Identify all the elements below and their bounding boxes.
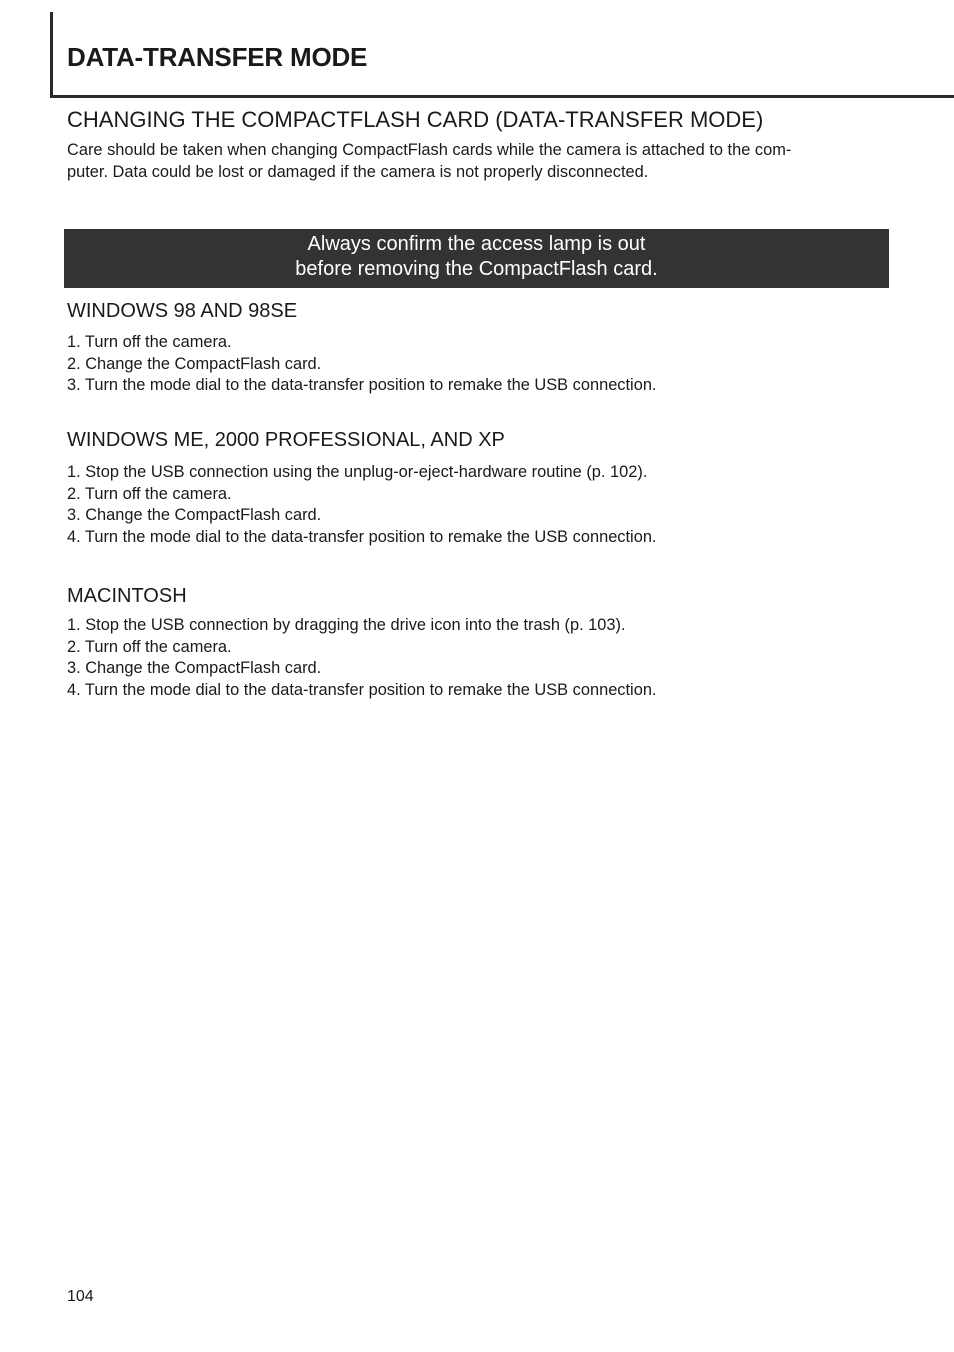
section-title: CHANGING THE COMPACTFLASH CARD (DATA-TRANSFER MODE) xyxy=(67,107,764,132)
macintosh-heading: MACINTOSH xyxy=(67,585,187,607)
notice-banner xyxy=(64,229,889,288)
list-item: 2. Turn off the camera. xyxy=(67,484,232,503)
intro-line: Care should be taken when changing CompactFlash cards while the camera is attached to the com- xyxy=(67,141,792,159)
page-title: DATA-TRANSFER MODE xyxy=(67,42,368,72)
list-item: 2. Change the CompactFlash card. xyxy=(67,354,322,373)
list-item: 3. Turn the mode dial to the data-transfer position to remake the USB connection. xyxy=(67,376,657,395)
list-item: 1. Turn off the camera. xyxy=(67,333,232,351)
notice-line: before removing the CompactFlash card. xyxy=(295,258,658,280)
list-item: 2. Turn off the camera. xyxy=(67,637,232,656)
header-rule-vertical xyxy=(50,12,53,98)
page-number: 104 xyxy=(67,1288,94,1305)
list-item: 4. Turn the mode dial to the data-transfer position to remake the USB connection. xyxy=(67,528,657,547)
intro-paragraph xyxy=(67,139,887,183)
windows98-heading: WINDOWS 98 AND 98SE xyxy=(67,300,298,322)
intro-line: puter. Data could be lost or damaged if the camera is not properly disconnected. xyxy=(67,163,649,181)
notice-line: Always confirm the access lamp is out xyxy=(307,233,646,255)
list-item: 1. Stop the USB connection by dragging the drive icon into the trash (p. 103). xyxy=(67,616,626,634)
list-item: 4. Turn the mode dial to the data-transfer position to remake the USB connection. xyxy=(67,681,657,700)
list-item: 3. Change the CompactFlash card. xyxy=(67,659,322,678)
list-item: 1. Stop the USB connection using the unplug-or-eject-hardware routine (p. 102). xyxy=(67,463,648,481)
header-rule-horizontal xyxy=(50,95,954,98)
windowsme-heading: WINDOWS ME, 2000 PROFESSIONAL, AND XP xyxy=(67,429,505,451)
windowsme-steps xyxy=(67,462,657,549)
list-item: 3. Change the CompactFlash card. xyxy=(67,506,322,525)
windows98-steps xyxy=(67,332,657,397)
macintosh-steps xyxy=(67,615,657,702)
